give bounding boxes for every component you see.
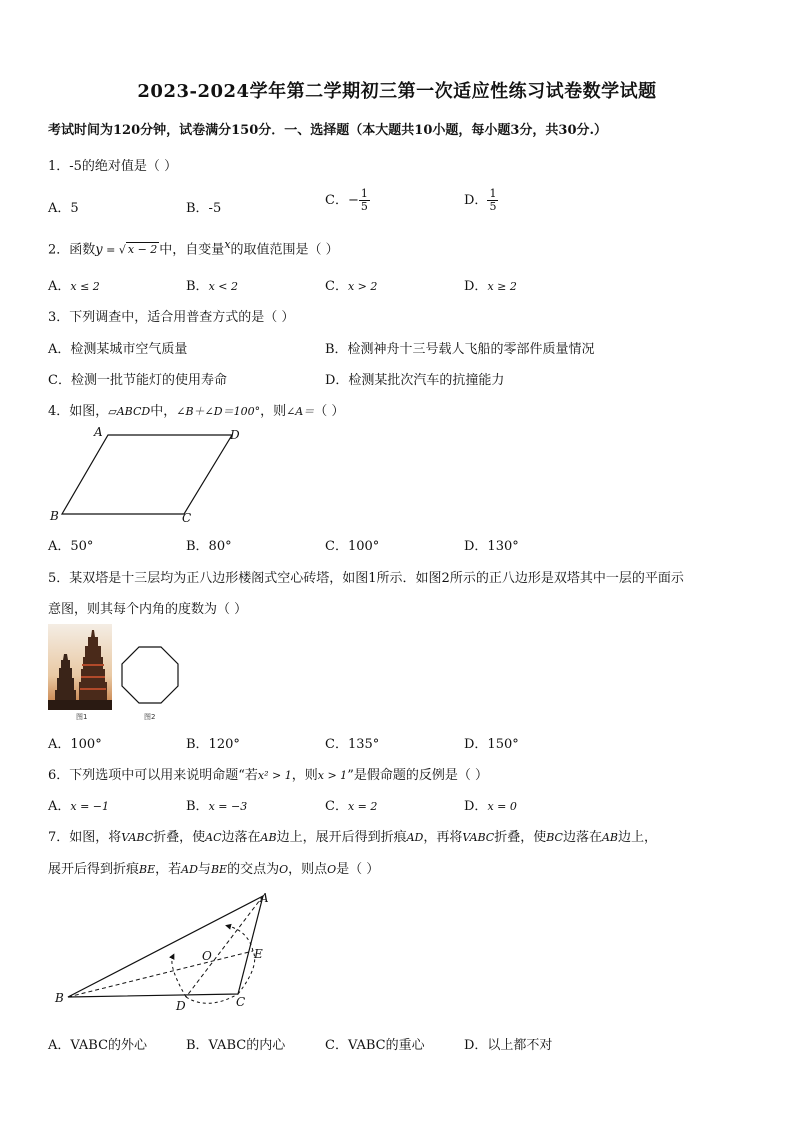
fold-ad xyxy=(186,896,263,997)
q1-option-a: A．5 xyxy=(48,201,79,216)
label-a: A xyxy=(260,891,269,905)
label-b: B xyxy=(50,509,59,523)
q5-option-a: A．100° xyxy=(48,737,102,752)
q6-option-a: A．x = −1 xyxy=(48,799,110,814)
q7-stem-line2: 展开后得到折痕BE，若AD与BE的交点为O，则点O是（ ） xyxy=(48,862,380,877)
q3-option-b: B．检测神舟十三号载人飞船的零部件质量情况 xyxy=(325,342,595,357)
fraction: $\frac{1}{5}$ xyxy=(489,187,497,214)
fig1-caption: 图1 xyxy=(76,713,88,721)
arc-fold-1 xyxy=(172,956,186,997)
q5-stem-line2: 意图，则其每个内角的度数为（ ） xyxy=(48,602,248,617)
triangle-abc xyxy=(68,896,263,997)
q4-option-c: C．100° xyxy=(325,539,380,554)
q4-stem: 4．如图，▱ABCD中，∠B＋∠D＝100°，则∠A＝（ ） xyxy=(48,404,345,419)
q5-option-d: D．150° xyxy=(464,737,519,752)
q1-stem: 1．-5的绝对值是（ ） xyxy=(48,159,178,174)
label-c: C xyxy=(236,995,246,1009)
q4-option-d: D．130° xyxy=(464,539,519,554)
q1-option-c: C．− $\frac{1}{5}$ xyxy=(325,187,368,214)
q1-option-d: D． $\frac{1}{5}$ xyxy=(464,187,497,214)
pagoda-photo xyxy=(48,624,112,710)
q7-option-c: C．VABC的重心 xyxy=(325,1038,425,1053)
q3-option-d: D．检测某批次汽车的抗撞能力 xyxy=(325,373,505,388)
q4-option-b: B．80° xyxy=(186,539,232,554)
fig2-caption: 图2 xyxy=(144,713,156,721)
label-c: C xyxy=(182,511,192,525)
label-e: E xyxy=(254,947,263,961)
q2-option-a: A．x ≤ 2 xyxy=(48,279,100,294)
q7-option-a: A．VABC的外心 xyxy=(48,1038,148,1053)
q5-option-b: B．120° xyxy=(186,737,240,752)
arc-fold-2 xyxy=(228,926,253,951)
arc-ce xyxy=(238,951,255,994)
q7-option-d: D．以上都不对 xyxy=(464,1038,553,1053)
q3-option-a: A．检测某城市空气质量 xyxy=(48,342,188,357)
q1-option-b: B．-5 xyxy=(186,201,222,216)
octagon xyxy=(122,647,178,703)
label-d: D xyxy=(230,428,240,442)
q6-stem: 6．下列选项中可以用来说明命题“若x² > 1，则x > 1”是假命题的反例是（ ） xyxy=(48,768,488,783)
q2-stem: 2．函数y = √ x − 2 中，自变量$^x$的取值范围是（ ） xyxy=(48,238,339,258)
q6-option-d: D．x = 0 xyxy=(464,799,517,814)
q2-option-b: B．x < 2 xyxy=(186,279,238,294)
q6-option-c: C．x = 2 xyxy=(325,799,378,814)
q5-stem-line1: 5．某双塔是十三层均为正八边形楼阁式空心砖塔，如图1所示．如图2所示的正八边形是双塔其中一层的平面示 xyxy=(48,571,684,586)
q3-stem: 3．下列调查中，适合用普查方式的是（ ） xyxy=(48,310,295,325)
arc-dc xyxy=(186,994,238,1003)
label-o: O xyxy=(202,949,212,963)
triangle-fold-figure xyxy=(48,886,288,1016)
q5-option-c: C．135° xyxy=(325,737,380,752)
q7-option-b: B．VABC的内心 xyxy=(186,1038,286,1053)
q7-stem-line1: 7．如图，将VABC折叠，使AC边落在AB边上，展开后得到折痕AD，再将VABC折叠，使BC边落在AB边上， xyxy=(48,830,658,845)
q4-option-a: A．50° xyxy=(48,539,94,554)
label-d: D xyxy=(176,999,186,1013)
label-b: B xyxy=(55,991,64,1005)
exam-info: 考试时间为120分钟，试卷满分150分．一、选择题（本大题共10小题，每小题3分，共30分.） xyxy=(48,123,608,138)
fraction: $\frac{1}{5}$ xyxy=(360,187,368,214)
q3-option-c: C．检测一批节能灯的使用寿命 xyxy=(48,373,227,388)
parallelogram-figure xyxy=(46,424,256,528)
q2-option-d: D．x ≥ 2 xyxy=(464,279,517,294)
fold-be xyxy=(68,951,253,997)
parallelogram xyxy=(62,435,232,514)
q6-option-b: B．x = −3 xyxy=(186,799,248,814)
label-a: A xyxy=(94,425,103,439)
exam-title: 2023-2024学年第二学期初三第一次适应性练习试卷数学试题 xyxy=(137,81,657,102)
q2-option-c: C．x > 2 xyxy=(325,279,378,294)
octagon-figure xyxy=(118,644,182,708)
